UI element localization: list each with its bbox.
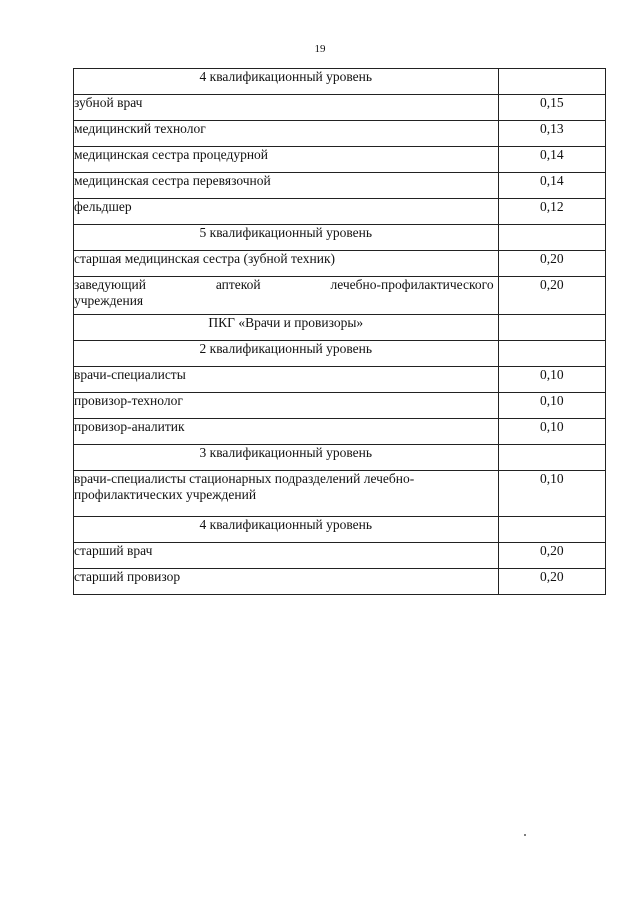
coefficient-value: 0,20 (498, 543, 605, 569)
table-row (74, 277, 606, 315)
value-cell (498, 445, 605, 471)
group-header: 4 квалификационный уровень (74, 69, 499, 95)
coefficient-table (73, 68, 606, 595)
name-word: лечебно-профилактического (330, 277, 494, 292)
coefficient-value: 0,15 (498, 95, 605, 121)
page-number: 19 (314, 43, 326, 55)
table-row (74, 121, 606, 147)
table-row (74, 251, 606, 277)
coefficient-value: 0,14 (498, 147, 605, 173)
name-line-2: профилактических учреждений (74, 487, 257, 502)
position-name: провизор-технолог (74, 393, 499, 419)
position-name: старшая медицинская сестра (зубной техник) (74, 251, 499, 277)
value-cell (498, 341, 605, 367)
table-row (74, 419, 606, 445)
coefficient-value: 0,20 (498, 251, 605, 277)
position-name: зубной врач (74, 95, 499, 121)
name-line-2: учреждения (74, 293, 144, 308)
table-row (74, 69, 606, 95)
table-row (74, 393, 606, 419)
scan-speck (524, 834, 526, 836)
position-name (74, 471, 499, 517)
group-header: 4 квалификационный уровень (74, 517, 499, 543)
value-cell (498, 69, 605, 95)
coefficient-value: 0,10 (498, 471, 605, 517)
coefficient-value: 0,13 (498, 121, 605, 147)
coefficient-value: 0,10 (498, 419, 605, 445)
table-row (74, 147, 606, 173)
position-name: медицинский технолог (74, 121, 499, 147)
table-row (74, 173, 606, 199)
table-row (74, 517, 606, 543)
coefficient-value: 0,10 (498, 393, 605, 419)
position-name: старший врач (74, 543, 499, 569)
value-cell (498, 225, 605, 251)
group-header: 2 квалификационный уровень (74, 341, 499, 367)
position-name: старший провизор (74, 569, 499, 595)
coefficient-value: 0,20 (498, 569, 605, 595)
table-row (74, 471, 606, 517)
group-header: ПКГ «Врачи и провизоры» (74, 315, 499, 341)
position-name: медицинская сестра процедурной (74, 147, 499, 173)
coefficient-value: 0,12 (498, 199, 605, 225)
position-name: провизор-аналитик (74, 419, 499, 445)
name-word: аптекой (215, 277, 261, 292)
position-name: врачи-специалисты (74, 367, 499, 393)
value-cell (498, 315, 605, 341)
coefficient-value: 0,14 (498, 173, 605, 199)
value-cell (498, 517, 605, 543)
position-name (74, 277, 499, 315)
position-name: медицинская сестра перевязочной (74, 173, 499, 199)
table-row (74, 543, 606, 569)
name-line-1: врачи-специалисты стационарных подразделений лечебно- (74, 471, 415, 486)
group-header: 3 квалификационный уровень (74, 445, 499, 471)
position-name: фельдшер (74, 199, 499, 225)
table-row (74, 341, 606, 367)
coefficient-value: 0,20 (498, 277, 605, 315)
table-row (74, 315, 606, 341)
coefficient-value: 0,10 (498, 367, 605, 393)
table-row (74, 225, 606, 251)
table-row (74, 95, 606, 121)
table-row (74, 367, 606, 393)
table-row (74, 569, 606, 595)
table-row (74, 445, 606, 471)
table-row (74, 199, 606, 225)
group-header: 5 квалификационный уровень (74, 225, 499, 251)
name-word: заведующий (74, 277, 146, 292)
